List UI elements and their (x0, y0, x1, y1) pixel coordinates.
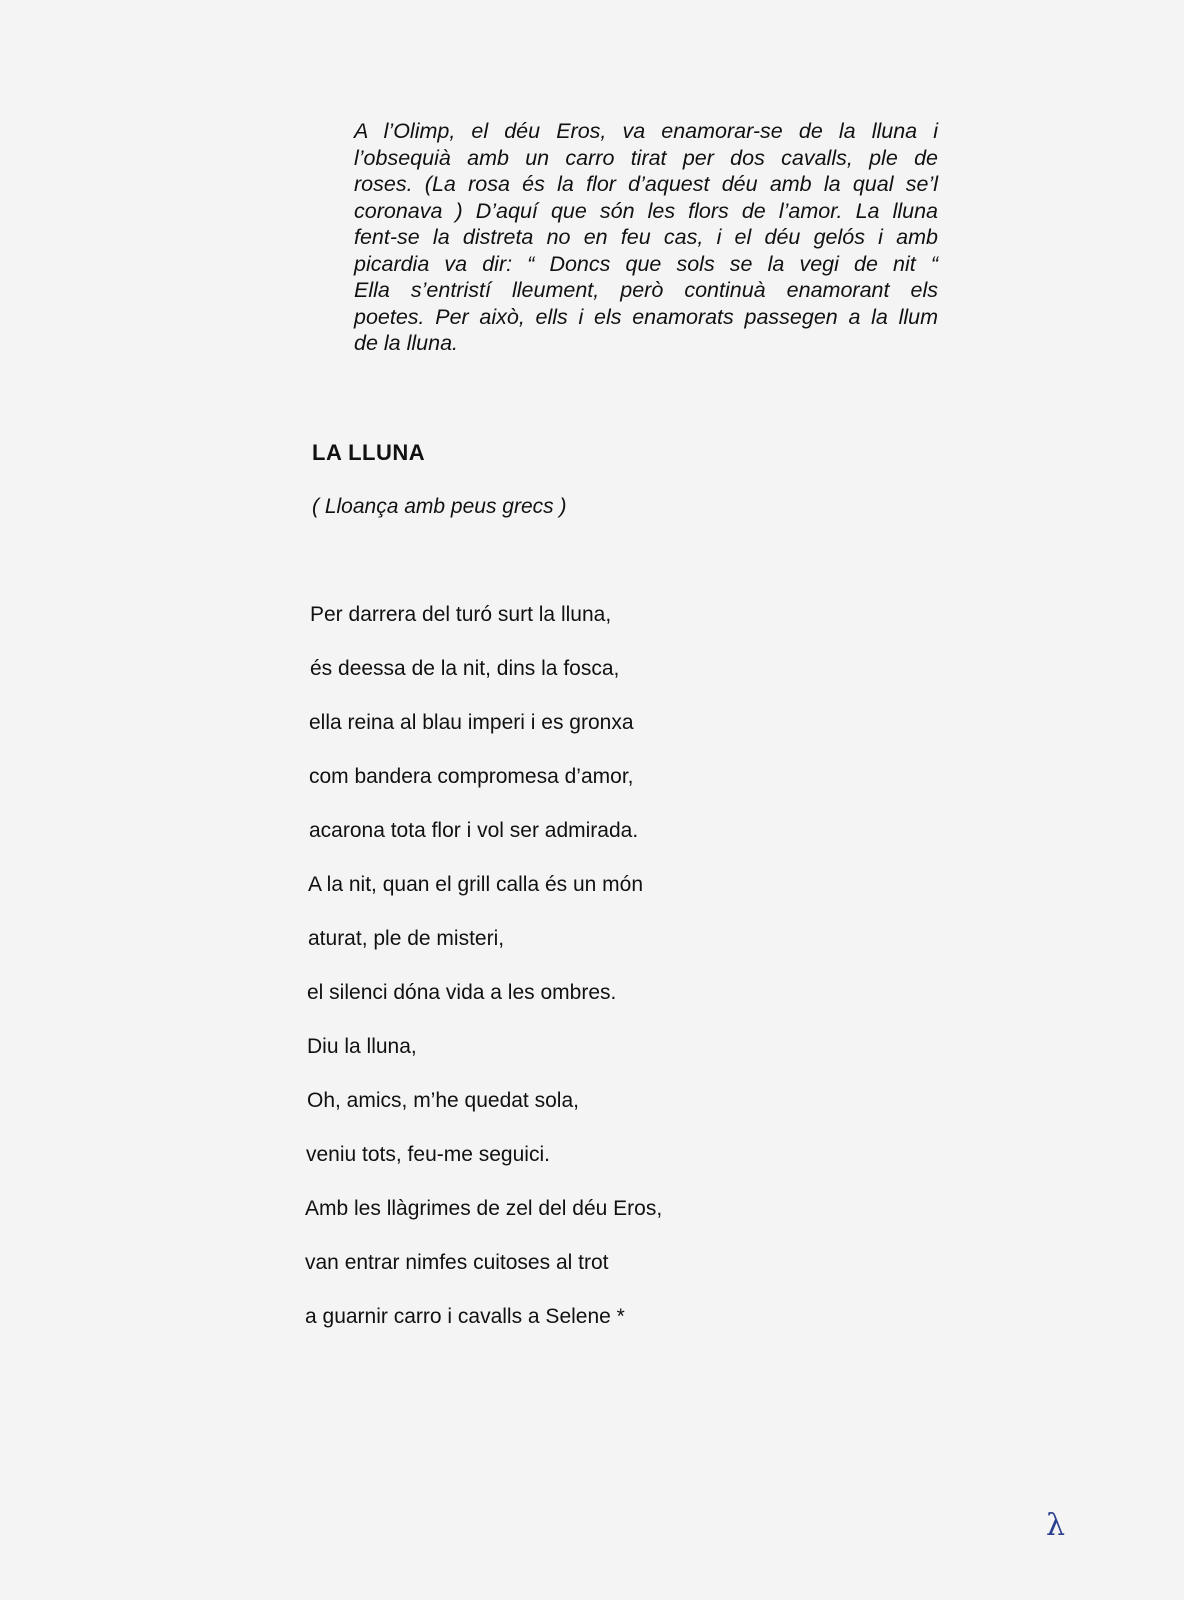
poem-verse: Diu la lluna, (307, 1035, 417, 1058)
poem-verse: a guarnir carro i cavalls a Selene * (305, 1305, 625, 1328)
intro-line: A l’Olimp, el déu Eros, va enamorar-se de la lluna i (354, 119, 938, 143)
poem-verse: Per darrera del turó surt la lluna, (310, 603, 612, 626)
poem-verse: Amb les llàgrimes de zel del déu Eros, (305, 1197, 663, 1220)
poem-title: LA LLUNA (312, 440, 426, 465)
poem-verse: aturat, ple de misteri, (308, 927, 505, 950)
poem-verse: és deessa de la nit, dins la fosca, (310, 657, 620, 680)
intro-line: coronava ) D’aquí que són les flors de l’amor. La lluna (354, 198, 938, 223)
intro-paragraph (354, 118, 938, 357)
poem-verse: el silenci dóna vida a les ombres. (307, 981, 617, 1004)
poem-verse: ella reina al blau imperi i es gronxa (309, 711, 634, 734)
poem-verse: veniu tots, feu-me seguici. (306, 1143, 550, 1166)
intro-line: Ella s’entristí lleument, però continuà enamorant els (354, 278, 938, 302)
intro-line: roses. (La rosa és la flor d’aquest déu amb la qual se’l (354, 172, 938, 196)
poem-subtitle: ( Lloança amb peus grecs ) (312, 495, 567, 518)
poem-verse: acarona tota flor i vol ser admirada. (309, 819, 639, 842)
page-number-mark: λ (1046, 1508, 1066, 1543)
poem-verse: com bandera compromesa d’amor, (309, 765, 634, 788)
intro-line: l’obsequià amb un carro tirat per dos cavalls, ple de (354, 145, 938, 170)
intro-line: de la lluna. (354, 331, 458, 355)
intro-line: poetes. Per això, ells i els enamorats passegen a la llum (354, 304, 938, 329)
poem-verse: A la nit, quan el grill calla és un món (308, 873, 644, 896)
poem-verse: van entrar nimfes cuitoses al trot (305, 1251, 609, 1274)
intro-line: fent-se la distreta no en feu cas, i el déu gelós i amb (354, 225, 938, 249)
intro-line: picardia va dir: “ Doncs que sols se la vegi de nit “ (354, 251, 938, 276)
poem-verse: Oh, amics, m’he quedat sola, (307, 1089, 579, 1112)
